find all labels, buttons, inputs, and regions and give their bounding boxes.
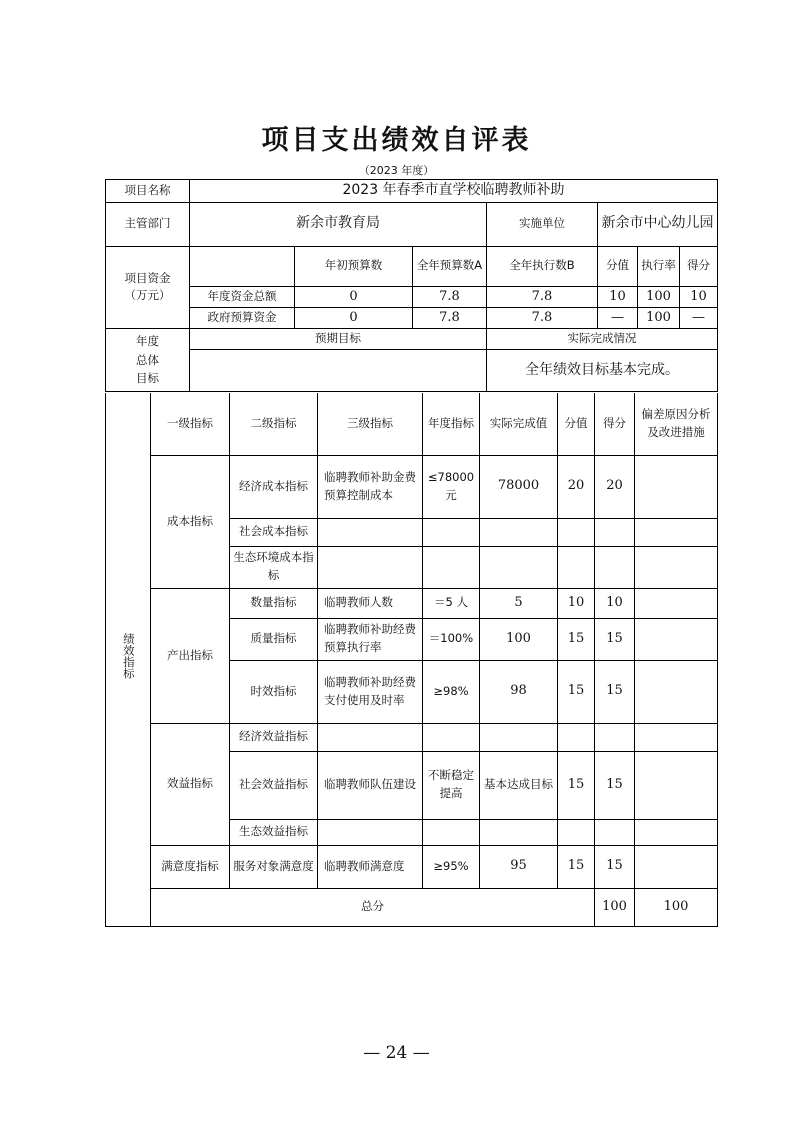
- score-value: 10: [558, 588, 595, 618]
- funds-cell: 10: [598, 286, 638, 307]
- actual-value: 95: [480, 845, 558, 888]
- page-number: — 24 —: [363, 1043, 430, 1063]
- table-row: [106, 723, 718, 751]
- l2-label: 生态效益指标: [230, 819, 318, 845]
- target-value: [423, 723, 480, 751]
- reason-value: [635, 546, 718, 588]
- funds-cell: 7.8: [487, 307, 598, 328]
- l3-label: [318, 546, 423, 588]
- perf-header: 一级指标: [151, 393, 230, 455]
- funds-header-4: 执行率: [638, 246, 680, 286]
- reason-value: [635, 455, 718, 518]
- reason-value: [635, 618, 718, 660]
- l2-label: 社会成本指标: [230, 518, 318, 546]
- l3-label: 临聘教师人数: [318, 588, 423, 618]
- l1-label: 成本指标: [151, 455, 230, 588]
- funds-header-5: 得分: [680, 246, 718, 286]
- funds-header-0: 年初预算数: [295, 246, 413, 286]
- funds-header-3: 分值: [598, 246, 638, 286]
- perf-header: 得分: [595, 393, 635, 455]
- l3-label: [318, 819, 423, 845]
- actual-value: [480, 723, 558, 751]
- score-value: 20: [558, 455, 595, 518]
- l3-label: [318, 518, 423, 546]
- funds-cell: 0: [295, 307, 413, 328]
- got-value: 15: [595, 751, 635, 819]
- funds-header-2: 全年执行数B: [487, 246, 598, 286]
- l3-label: 临聘教师满意度: [318, 845, 423, 888]
- funds-cell: 10: [680, 286, 718, 307]
- perf-header: 二级指标: [230, 393, 318, 455]
- score-value: 15: [558, 618, 595, 660]
- table-row: [106, 845, 718, 888]
- perf-header: 年度指标: [423, 393, 480, 455]
- l3-label: 临聘教师补助经费支付使用及时率: [318, 660, 423, 723]
- goals-expected-label: 预期目标: [190, 328, 487, 349]
- l2-label: 质量指标: [230, 618, 318, 660]
- reason-value: [635, 819, 718, 845]
- funds-cell: 7.8: [413, 307, 487, 328]
- score-value: [558, 819, 595, 845]
- funds-cell: —: [680, 307, 718, 328]
- got-value: [595, 723, 635, 751]
- page-subtitle: （2023 年度）: [358, 164, 435, 177]
- performance-table: [105, 393, 718, 927]
- reason-value: [635, 723, 718, 751]
- l3-label: 临聘教师队伍建设: [318, 751, 423, 819]
- goals-actual: 全年绩效目标基本完成。: [487, 349, 718, 391]
- funds-cell: —: [598, 307, 638, 328]
- l2-label: 社会效益指标: [230, 751, 318, 819]
- funds-cell: 7.8: [487, 286, 598, 307]
- actual-value: 5: [480, 588, 558, 618]
- l2-label: 经济效益指标: [230, 723, 318, 751]
- target-value: [423, 518, 480, 546]
- score-value: 15: [558, 751, 595, 819]
- funds-row-label: 年度资金总额: [190, 286, 295, 307]
- funds-cell: 100: [638, 307, 680, 328]
- goals-expected: [190, 349, 487, 391]
- got-value: [595, 518, 635, 546]
- score-value: [558, 723, 595, 751]
- reason-value: [635, 518, 718, 546]
- actual-value: [480, 518, 558, 546]
- reason-value: [635, 588, 718, 618]
- l2-label: 经济成本指标: [230, 455, 318, 518]
- funds-header-1: 全年预算数A: [413, 246, 487, 286]
- perf-header: 偏差原因分析及改进措施: [635, 393, 718, 455]
- funds-cell: 100: [638, 286, 680, 307]
- table-row: [106, 588, 718, 618]
- goals-actual-label: 实际完成情况: [487, 328, 718, 349]
- total-got: 100: [635, 888, 718, 926]
- funds-label: [106, 246, 190, 328]
- reason-value: [635, 751, 718, 819]
- l1-label: 产出指标: [151, 588, 230, 723]
- target-value: 不断稳定提高: [423, 751, 480, 819]
- goals-label: [106, 328, 190, 391]
- actual-value: 98: [480, 660, 558, 723]
- project-name: 2023 年春季市直学校临聘教师补助: [190, 180, 718, 203]
- total-score: 100: [595, 888, 635, 926]
- score-value: [558, 546, 595, 588]
- got-value: 15: [595, 845, 635, 888]
- got-value: 15: [595, 660, 635, 723]
- target-value: ≤78000元: [423, 455, 480, 518]
- l2-label: 时效指标: [230, 660, 318, 723]
- funds-row-label: 政府预算资金: [190, 307, 295, 328]
- perf-side-label-text: 绩效指标: [121, 633, 136, 680]
- actual-value: 100: [480, 618, 558, 660]
- funds-cell: 0: [295, 286, 413, 307]
- actual-value: [480, 546, 558, 588]
- target-value: ≥95%: [423, 845, 480, 888]
- target-value: [423, 819, 480, 845]
- l2-label: 服务对象满意度: [230, 845, 318, 888]
- l2-label: 数量指标: [230, 588, 318, 618]
- project-info-table: [105, 179, 718, 392]
- project-name-label: 项目名称: [106, 180, 190, 203]
- perf-header: 分值: [558, 393, 595, 455]
- target-value: [423, 546, 480, 588]
- funds-unit-text: （万元）: [124, 288, 171, 303]
- got-value: [595, 546, 635, 588]
- total-label: 总分: [151, 888, 595, 926]
- score-value: [558, 518, 595, 546]
- l2-label: 生态环境成本指标: [230, 546, 318, 588]
- l3-label: [318, 723, 423, 751]
- target-value: ＝100%: [423, 618, 480, 660]
- score-value: 15: [558, 845, 595, 888]
- funds-label-text: 项目资金: [124, 270, 171, 285]
- page-title: 项目支出绩效自评表: [261, 125, 532, 156]
- funds-cell: 7.8: [413, 286, 487, 307]
- actual-value: 基本达成目标: [480, 751, 558, 819]
- dept-label: 主管部门: [106, 202, 190, 246]
- got-value: 15: [595, 618, 635, 660]
- perf-side-label: [106, 393, 151, 926]
- got-value: 10: [595, 588, 635, 618]
- actual-value: 78000: [480, 455, 558, 518]
- table-row: [106, 455, 718, 518]
- actual-value: [480, 819, 558, 845]
- perf-header: 实际完成值: [480, 393, 558, 455]
- total-row: [106, 888, 718, 926]
- funds-header-blank: [190, 246, 295, 286]
- reason-value: [635, 845, 718, 888]
- reason-value: [635, 660, 718, 723]
- l3-label: 临聘教师补助金费预算控制成本: [318, 455, 423, 518]
- target-value: ≥98%: [423, 660, 480, 723]
- target-value: ＝5 人: [423, 588, 480, 618]
- perf-header: 三级指标: [318, 393, 423, 455]
- l1-label: 满意度指标: [151, 845, 230, 888]
- l3-label: 临聘教师补助经费预算执行率: [318, 618, 423, 660]
- l1-label: 效益指标: [151, 723, 230, 845]
- unit-value: 新余市中心幼儿园: [598, 202, 718, 246]
- goals-label-text: 年度总体目标: [136, 334, 159, 386]
- dept-value: 新余市教育局: [190, 202, 487, 246]
- unit-label: 实施单位: [487, 202, 598, 246]
- got-value: 20: [595, 455, 635, 518]
- got-value: [595, 819, 635, 845]
- score-value: 15: [558, 660, 595, 723]
